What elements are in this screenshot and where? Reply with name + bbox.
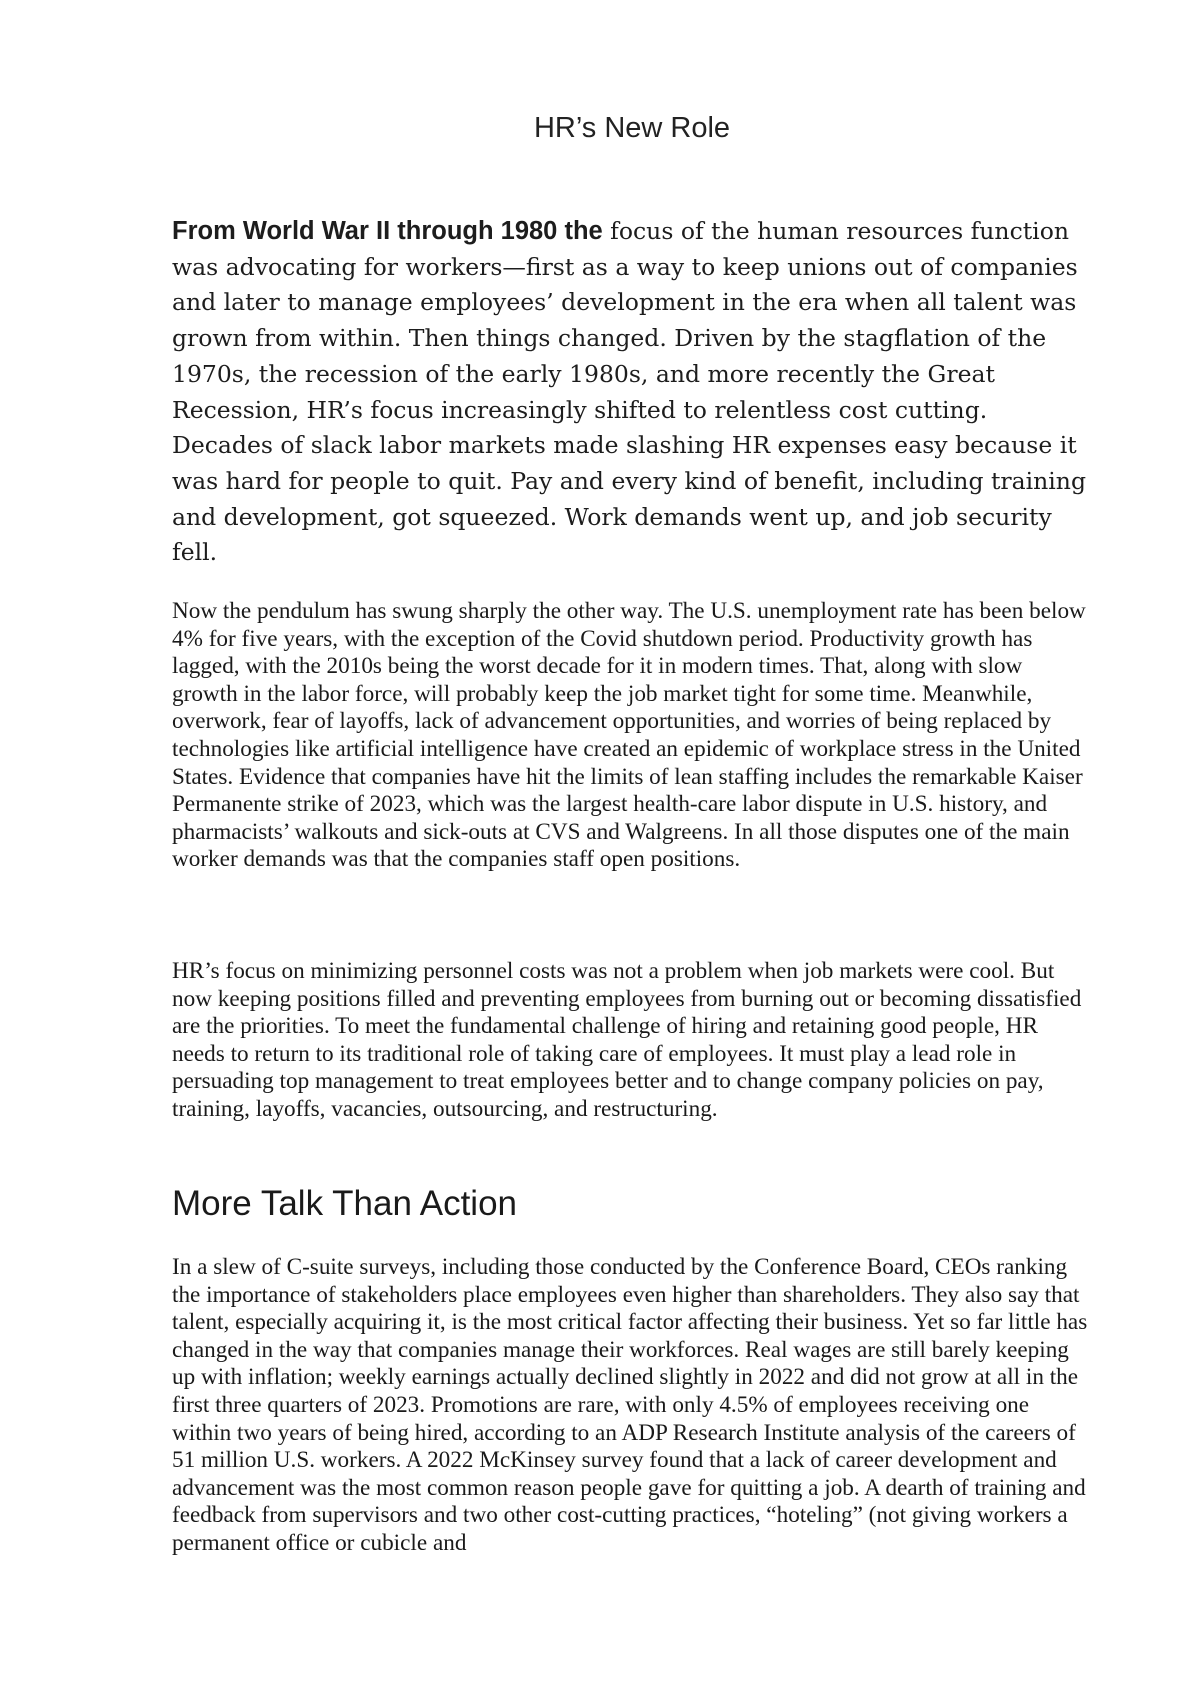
section-paragraph: In a slew of C-suite surveys, including those conducted by the Conference Board, CEOs ranking the importance of stakeholders place employees even higher than shareholders. They also say that talent, especially acquiring it, is the most critical factor affecting their business. Yet so far little has changed in the way that companies manage their workforces. Real wages are still barely keeping up with inflation; weekly earnings actually declined slightly in 2022 and did not grow at all in the first three quarters of 2023. Promotions are rare, with only 4.5% of employees receiving one within two years of being hired, according to an ADP Research Institute analysis of the careers of 51 million U.S. workers. A 2022 McKinsey survey found that a lack of career development and advancement was the most common reason people gave for quitting a job. A dearth of training and feedback from supervisors and two other cost-cutting practices, “hoteling” (not giving workers a permanent office or cubicle and	[172, 1254, 1088, 1556]
body-paragraph-2: HR’s focus on minimizing personnel costs was not a problem when job markets were cool. But now keeping positions filled and preventing employees from burning out or becoming dissatisfied are the priorities. To meet the fundamental challenge of hiring and retaining good people, HR needs to return to its traditional role of taking care of employees. It must play a lead role in persuading top management to treat employees better and to change company policies on pay, training, layoffs, vacancies, outsourcing, and restructuring.	[172, 958, 1082, 1122]
lead-paragraph	[172, 214, 1092, 571]
page-title: HR’s New Role	[533, 112, 731, 144]
lead-in-text: From World War II through 1980 the	[172, 217, 603, 245]
body-paragraph-1: Now the pendulum has swung sharply the other way. The U.S. unemployment rate has been below 4% for five years, with the exception of the Covid shutdown period. Productivity growth has lagged, with the 2010s being the worst decade for it in modern times. That, along with slow growth in the labor force, will probably keep the job market tight for some time. Meanwhile, overwork, fear of layoffs, lack of advancement opportunities, and worries of being replaced by technologies like artificial intelligence have created an epidemic of workplace stress in the United States. Evidence that companies have hit the limits of lean staffing includes the remarkable Kaiser Permanente strike of 2023, which was the largest health-care labor dispute in U.S. history, and pharmacists’ walkouts and sick-outs at CVS and Walgreens. In all those disputes one of the main worker demands was that the companies staff open positions.	[172, 598, 1086, 873]
section-heading: More Talk Than Action	[172, 1184, 518, 1223]
lead-paragraph-text: focus of the human resources function was advocating for workers—first as a way to keep unions out of companies and later to manage employees’ development in the era when all talent was grown from within. Then things changed. Driven by the stagflation of the 1970s, the recession of the early 1980s, and more recently the Great Recession, HR’s focus increasingly shifted to relentless cost cutting. Decades of slack labor markets made slashing HR expenses easy because it was hard for people to quit. Pay and every kind of benefit, including training and development, got squeezed. Work demands went up, and job security fell.	[172, 217, 1086, 567]
